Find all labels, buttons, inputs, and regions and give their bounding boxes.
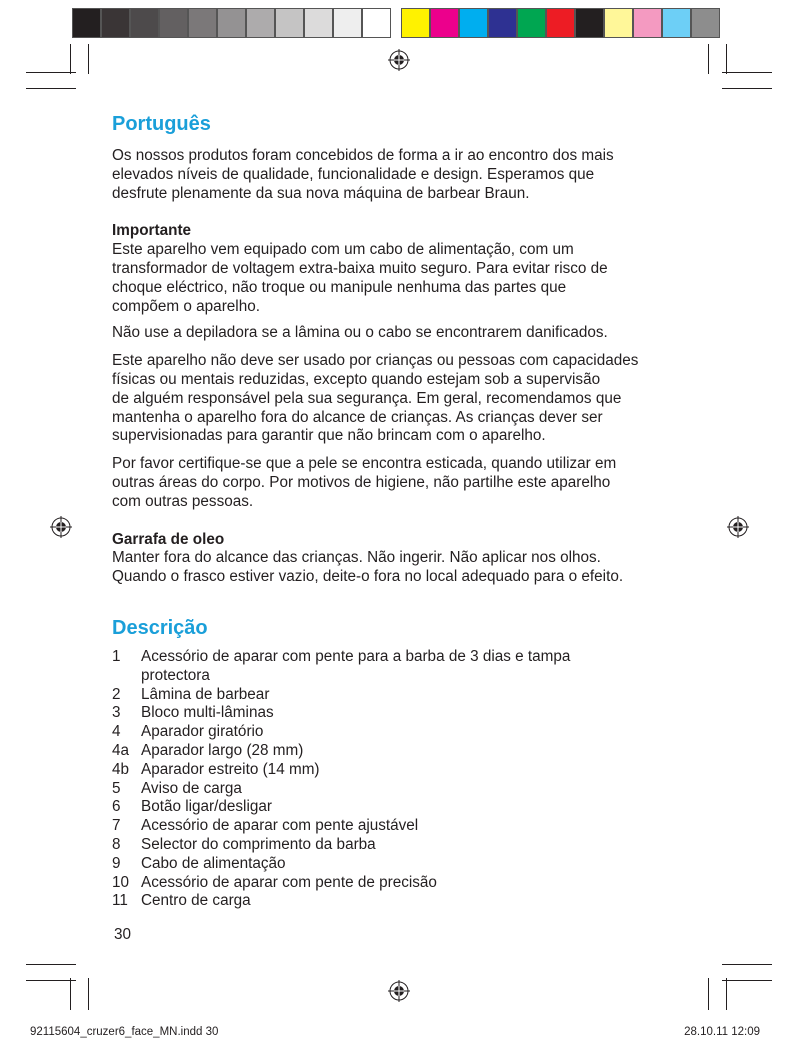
list-item bbox=[112, 780, 702, 799]
gray-swatch bbox=[304, 8, 333, 38]
list-item-text: Cabo de alimentação bbox=[141, 854, 286, 872]
gray-swatch bbox=[72, 8, 101, 38]
crop-mark bbox=[726, 44, 727, 74]
list-item-text: Centro de carga bbox=[141, 892, 251, 910]
list-item-number: 2 bbox=[112, 685, 121, 703]
list-item-number: 8 bbox=[112, 835, 121, 853]
list-item bbox=[112, 817, 702, 836]
list-item-number: 9 bbox=[112, 854, 121, 872]
list-item-number: 5 bbox=[112, 779, 121, 797]
gray-swatch bbox=[333, 8, 362, 38]
list-item-text: Aviso de carga bbox=[141, 779, 242, 797]
section-heading-portugues: Português bbox=[112, 113, 211, 135]
list-item-text: Aparador largo (28 mm) bbox=[141, 741, 304, 759]
skin-paragraph: Por favor certifique-se que a pele se encontra esticada, quando utilizar em outras áreas do corpo. Por motivos de higiene, não partilhe este aparelho com outras pessoas. bbox=[112, 455, 617, 510]
crop-mark bbox=[708, 978, 709, 1010]
color-swatch bbox=[488, 8, 517, 38]
crop-mark bbox=[726, 978, 727, 1010]
list-item bbox=[112, 855, 702, 874]
crop-mark bbox=[70, 44, 71, 74]
crop-mark bbox=[708, 44, 709, 74]
description-list bbox=[112, 648, 702, 911]
color-swatch bbox=[517, 8, 546, 38]
list-item-text: Acessório de aparar com pente para a barba de 3 dias e tampa protectora bbox=[141, 647, 571, 684]
list-item-number: 7 bbox=[112, 817, 121, 835]
gray-swatch-group bbox=[72, 8, 391, 38]
important-paragraph: Este aparelho vem equipado com um cabo de alimentação, com um transformador de voltagem extra-baixa muito seguro. Para evitar risco de choque eléctrico, não troque ou manipule nenhuma das partes que compõem o aparelho. bbox=[112, 241, 608, 315]
section-heading-descricao: Descrição bbox=[112, 616, 208, 639]
list-item-text: Aparador giratório bbox=[141, 723, 264, 741]
crop-mark bbox=[88, 44, 89, 74]
list-item-text: Selector do comprimento da barba bbox=[141, 835, 376, 853]
list-item bbox=[112, 874, 702, 893]
list-item-number: 4a bbox=[112, 741, 130, 759]
gray-swatch bbox=[130, 8, 159, 38]
registration-mark-icon bbox=[50, 516, 72, 538]
color-swatch bbox=[575, 8, 604, 38]
color-swatch bbox=[459, 8, 488, 38]
gray-swatch bbox=[159, 8, 188, 38]
footer-timestamp: 28.10.11 12:09 bbox=[684, 1026, 760, 1038]
color-swatch-group bbox=[401, 8, 720, 38]
color-swatch bbox=[662, 8, 691, 38]
list-item-text: Lâmina de barbear bbox=[141, 685, 270, 703]
list-item-text: Aparador estreito (14 mm) bbox=[141, 760, 320, 778]
crop-mark bbox=[26, 88, 76, 89]
color-swatch bbox=[633, 8, 662, 38]
list-item bbox=[112, 723, 702, 742]
list-item bbox=[112, 892, 702, 911]
list-item bbox=[112, 686, 702, 705]
oil-paragraph: Manter fora do alcance das crianças. Não ingerir. Não aplicar nos olhos. Quando o frasco estiver vazio, deite-o fora no local adequado para o efeito. bbox=[112, 549, 624, 586]
list-item-text: Acessório de aparar com pente ajustável bbox=[141, 817, 419, 835]
gray-swatch bbox=[188, 8, 217, 38]
list-item-text: Acessório de aparar com pente de precisão bbox=[141, 873, 437, 891]
list-item-number: 4b bbox=[112, 760, 130, 778]
list-item-number: 6 bbox=[112, 798, 121, 816]
crop-mark bbox=[26, 980, 76, 981]
color-swatch bbox=[401, 8, 430, 38]
crop-mark bbox=[26, 964, 76, 965]
color-swatch bbox=[604, 8, 633, 38]
gray-swatch bbox=[217, 8, 246, 38]
page-number: 30 bbox=[114, 926, 132, 943]
intro-paragraph: Os nossos produtos foram concebidos de forma a ir ao encontro dos mais elevados níveis de qualidade, funcionalidade e design. Esperamos que desfrute plenamente da sua nova máquina de barbear Braun. bbox=[112, 147, 614, 202]
registration-mark-icon bbox=[388, 49, 410, 71]
gray-swatch bbox=[246, 8, 275, 38]
list-item-number: 1 bbox=[112, 647, 121, 665]
registration-mark-icon bbox=[727, 516, 749, 538]
crop-mark bbox=[70, 978, 71, 1010]
page-content bbox=[112, 112, 702, 911]
crop-mark bbox=[26, 72, 76, 73]
gray-swatch bbox=[275, 8, 304, 38]
color-calibration-bar bbox=[72, 8, 720, 38]
color-swatch bbox=[691, 8, 720, 38]
list-item-number: 11 bbox=[112, 892, 128, 910]
color-swatch bbox=[546, 8, 575, 38]
oil-title: Garrafa de oleo bbox=[112, 530, 225, 548]
damaged-warning-paragraph: Não use a depiladora se a lâmina ou o cabo se encontrarem danificados. bbox=[112, 324, 608, 342]
crop-mark bbox=[722, 964, 772, 965]
crop-mark bbox=[722, 72, 772, 73]
list-item bbox=[112, 798, 702, 817]
list-item-number: 4 bbox=[112, 723, 121, 741]
list-item bbox=[112, 648, 702, 686]
list-item-text: Botão ligar/desligar bbox=[141, 798, 272, 816]
important-title: Importante bbox=[112, 222, 192, 240]
color-swatch bbox=[430, 8, 459, 38]
children-paragraph: Este aparelho não deve ser usado por crianças ou pessoas com capacidades físicas ou mentais reduzidas, excepto quando estejam sob a supervisão de alguém responsável pela sua segurança. Em geral, recomendamos que mantenha o aparelho fora do alcance de crianças. As crianças dever ser supervisionadas para garantir que não brincam com o aparelho. bbox=[112, 352, 639, 445]
crop-mark bbox=[722, 88, 772, 89]
list-item-text: Bloco multi-lâminas bbox=[141, 704, 274, 722]
registration-mark-icon bbox=[388, 980, 410, 1002]
list-item bbox=[112, 836, 702, 855]
crop-mark bbox=[722, 980, 772, 981]
list-item-number: 3 bbox=[112, 704, 121, 722]
crop-mark bbox=[88, 978, 89, 1010]
list-item bbox=[112, 742, 702, 761]
gray-swatch bbox=[101, 8, 130, 38]
list-item-number: 10 bbox=[112, 873, 130, 891]
list-item bbox=[112, 761, 702, 780]
gray-swatch bbox=[362, 8, 391, 38]
footer-filename: 92115604_cruzer6_face_MN.indd 30 bbox=[30, 1026, 219, 1038]
list-item bbox=[112, 704, 702, 723]
